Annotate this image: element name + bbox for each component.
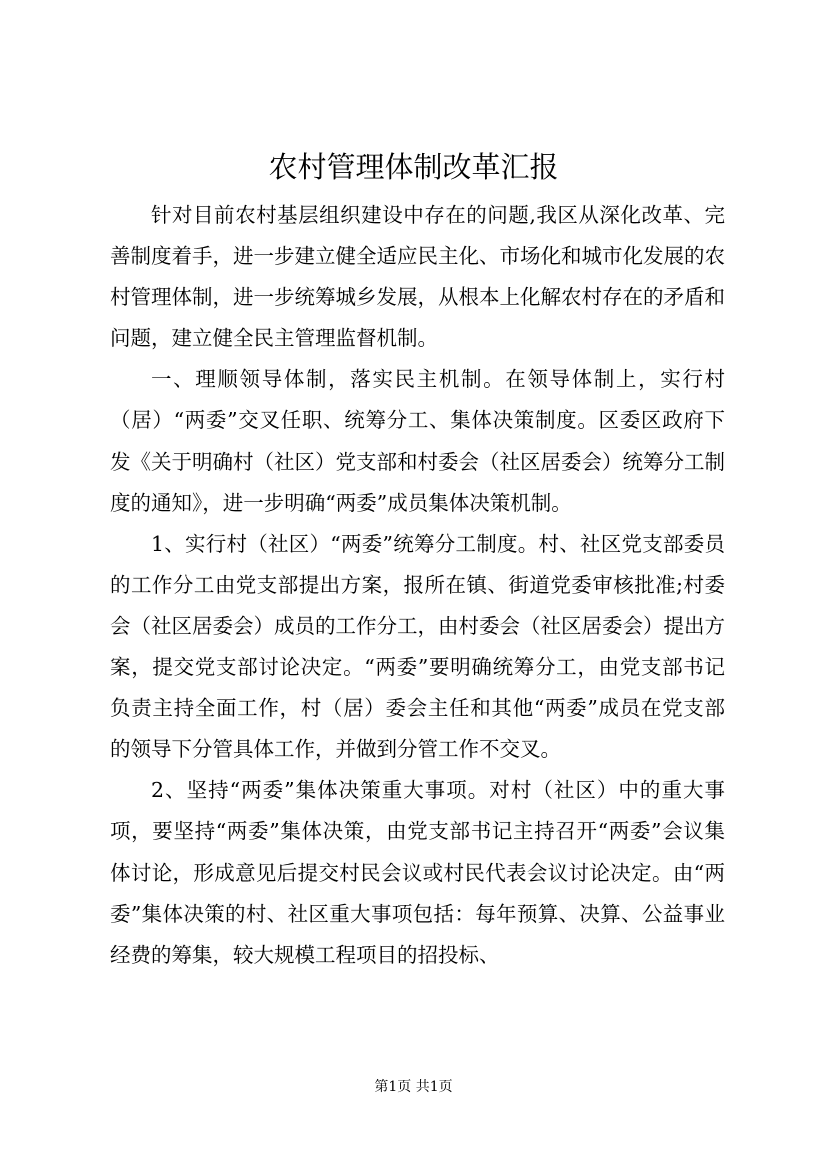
paragraph-item-1: 1、实行村（社区）“两委”统筹分工制度。村、社区党支部委员的工作分工由党支部提出方案，报所在镇、街道党委审核批准;村委会（社区居委会）成员的工作分工，由村委会（社区居委会）提出方案，提交党支部讨论决定。“两委”要明确统筹分工，由党支部书记负责主持全面工作，村（居）委会主任和其他“两委”成员在党支部的领导下分管具体工作，并做到分管工作不交叉。 (110, 531, 725, 762)
paragraph-item-2: 2、坚持“两委”集体决策重大事项。对村（社区）中的重大事项，要坚持“两委”集体决策，由党支部书记主持召开“两委”会议集体讨论，形成意见后提交村民会议或村民代表会议讨论决定。由“两委”集体决策的村、社区重大事项包括：每年预算、决算、公益事业经费的筹集，较大规模工程项目的招投标、 (110, 778, 725, 967)
paragraph-section-1: 一、理顺领导体制，落实民主机制。在领导体制上，实行村（居）“两委”交叉任职、统筹分工、集体决策制度。区委区政府下发《关于明确村（社区）党支部和村委会（社区居委会）统筹分工制度的通知》，进一步明确“两委”成员集体决策机制。 (110, 367, 725, 515)
paragraph-intro: 针对目前农村基层组织建设中存在的问题,我区从深化改革、完善制度着手，进一步建立健全适应民主化、市场化和城市化发展的农村管理体制，进一步统筹城乡发展，从根本上化解农村存在的矛盾和问题，建立健全民主管理监督机制。 (110, 203, 725, 351)
page-footer: 第1页 共1页 (374, 1079, 453, 1095)
document-title: 农村管理体制改革汇报 (268, 150, 559, 184)
document-body (110, 195, 725, 976)
